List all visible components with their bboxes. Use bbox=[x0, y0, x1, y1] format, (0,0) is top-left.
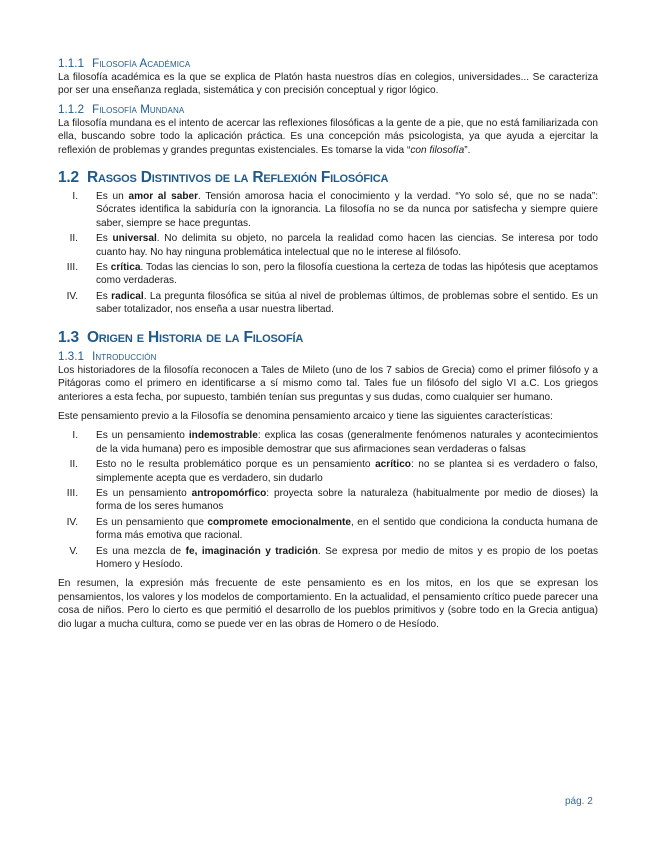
heading-number: 1.3.1 bbox=[58, 350, 85, 363]
list-numeral: IV. bbox=[66, 516, 78, 528]
heading-1-3 bbox=[58, 329, 598, 347]
item-text: Es una mezcla de bbox=[96, 545, 186, 557]
heading-1-3-1 bbox=[58, 351, 598, 363]
heading-number: 1.3 bbox=[58, 328, 79, 346]
item-text: : proyecta sobre la naturaleza (habitualmente por medio de dioses) la forma de los seres humanos bbox=[96, 487, 599, 513]
item-text: Es un pensamiento bbox=[96, 487, 192, 499]
heading-1-2 bbox=[58, 169, 598, 187]
list-item bbox=[58, 458, 598, 485]
list-item bbox=[58, 261, 598, 288]
paragraph-text: ”. bbox=[464, 144, 471, 156]
item-bold: fe, imaginación y tradición bbox=[185, 545, 318, 557]
paragraph-filosofia-mundana bbox=[58, 117, 598, 157]
item-bold: universal bbox=[112, 233, 157, 245]
paragraph-filosofia-academica: La filosofía académica es la que se explica de Platón hasta nuestros días en colegios, universidades... Se caracteriza por ser una enseñanza reglada, sistemática y con precisión conceptual y rigor lógico. bbox=[58, 72, 598, 97]
item-text: : no se plantea si es verdadero o falso, simplemente acepta que es verdadero, sin dudarlo bbox=[96, 459, 598, 484]
list-numeral: III. bbox=[66, 487, 78, 499]
item-text: Es bbox=[96, 290, 112, 302]
list-numeral: II. bbox=[69, 233, 78, 245]
item-bold: radical bbox=[111, 290, 144, 302]
paragraph-emphasis: con filosofía bbox=[410, 144, 465, 156]
paragraph-intro: Los historiadores de la filosofía reconocen a Tales de Mileto (uno de los 7 sabios de Grecia) como el primer filósofo y a Pitágoras como el primero en identificarse a sí mismo como tal. Tales fue un filósofo del siglo VI a.C. Los griegos anteriores a esta fecha, por supuesto, también tenían sus preguntas y sus dudas, como cualquier ser humano. bbox=[58, 364, 598, 403]
item-bold: indemostrable bbox=[188, 430, 258, 442]
heading-number: 1.1.2 bbox=[58, 103, 85, 116]
list-item bbox=[58, 190, 598, 230]
list-numeral: I. bbox=[72, 191, 78, 203]
item-text: . No delimita su objeto, no parcela la realidad como hacen las ciencias. Se interesa por todo cuanto hay. No hay ninguna problemática intelectual que no le interese al filósofo. bbox=[96, 233, 598, 258]
heading-title: Filosofía Mundana bbox=[92, 103, 185, 116]
list-rasgos bbox=[58, 190, 598, 317]
heading-number: 1.2 bbox=[58, 169, 79, 187]
item-text: Esto no le resulta problemático porque es un pensamiento bbox=[96, 459, 376, 471]
item-text: : explica las cosas (generalmente fenómenos naturales y acontecimientos de la vida humana) pero es imposible demostrar que sus afirmaciones sean verdaderas o falsas bbox=[96, 430, 599, 455]
item-bold: amor al saber bbox=[128, 191, 199, 203]
paragraph-text: La filosofía mundana es el intento de acercar las reflexiones filosóficas a la gente de a pie, que no está familiarizada con ella, buscando sobre todo la aplicación práctica. Es una concepción más psicologista, ya que ayuda a ejercitar la reflexión de problemas y grandes preguntas existenciales. Es tomarse la vida “ bbox=[58, 117, 598, 156]
item-bold: antropomórfico bbox=[191, 487, 267, 499]
item-text: Es bbox=[96, 233, 113, 245]
item-text: Es bbox=[96, 262, 111, 274]
list-caracteristicas bbox=[58, 429, 598, 571]
item-bold: compromete emocionalmente bbox=[207, 516, 352, 528]
heading-title: Filosofía Académica bbox=[92, 58, 191, 70]
list-numeral: II. bbox=[69, 459, 78, 471]
list-item bbox=[58, 429, 598, 456]
heading-1-1-2 bbox=[58, 104, 598, 116]
list-item bbox=[58, 290, 598, 317]
heading-title: Introducción bbox=[92, 350, 157, 363]
list-numeral: I. bbox=[72, 430, 78, 442]
item-text: Es un pensamiento que bbox=[96, 516, 208, 528]
list-numeral: III. bbox=[66, 262, 78, 274]
item-text: . Todas las ciencias lo son, pero la filosofía cuestiona la certeza de todas las hipótesis que aceptamos como verdaderas. bbox=[96, 262, 598, 287]
document-page bbox=[58, 54, 598, 637]
list-item bbox=[58, 516, 598, 543]
heading-title: Origen e Historia de la Filosofía bbox=[86, 328, 304, 346]
item-bold: acrítico bbox=[375, 459, 411, 471]
item-text: Es un bbox=[96, 191, 129, 203]
item-text: . La pregunta filosófica se sitúa al nivel de problemas últimos, de problemas sobre el sentido. Es un saber totalizador, nos enseña a usar nuestra libertad. bbox=[96, 290, 598, 316]
list-item bbox=[58, 487, 598, 514]
list-item bbox=[58, 232, 598, 259]
item-text: Es un pensamiento bbox=[96, 430, 189, 442]
page-number: pág. 2 bbox=[565, 796, 593, 807]
list-numeral: IV. bbox=[66, 290, 78, 302]
heading-1-1-1 bbox=[58, 58, 598, 70]
item-text: . Tensión amorosa hacia el conocimiento y la verdad. “Yo solo sé, que no se nada”: Sócrates identifica la sabiduría con la ignorancia. La filosofía no se da nunca por satisfecha y siempre quiere saber, siempre se hace preguntas. bbox=[96, 191, 598, 229]
item-bold: crítica bbox=[110, 262, 141, 274]
paragraph-resumen: En resumen, la expresión más frecuente de este pensamiento es en los mitos, en los que se expresan los pensamientos, los valores y los modelos de comportamiento. En la actualidad, el pensamiento crítico puede parecer una cosa de niños. Pero lo cierto es que permitió el desarrollo de los pueblos primitivos y (sobre todo en la Grecia antigua) dio lugar a mucha cultura, como se puede ver en las obras de Homero o de Hesíodo. bbox=[58, 578, 598, 630]
item-text: , en el sentido que condiciona la conducta humana de forma más emotiva que racional. bbox=[96, 516, 598, 542]
list-item bbox=[58, 545, 598, 572]
item-text: . Se expresa por medio de mitos y es propio de los poetas Homero y Hesíodo. bbox=[96, 545, 598, 570]
heading-number: 1.1.1 bbox=[58, 58, 85, 70]
list-numeral: V. bbox=[69, 545, 78, 557]
heading-title: Rasgos Distintivos de la Reflexión Filosófica bbox=[86, 169, 389, 187]
paragraph-pensamiento-arcaico: Este pensamiento previo a la Filosofía se denomina pensamiento arcaico y tiene las siguientes características: bbox=[58, 410, 553, 422]
